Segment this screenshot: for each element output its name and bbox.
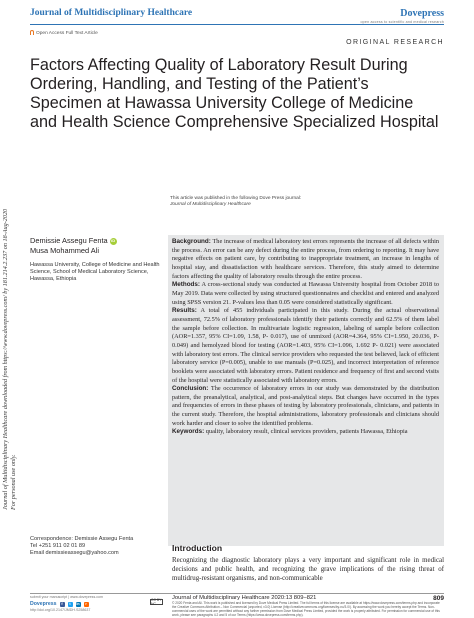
introduction-heading: Introduction	[172, 543, 223, 553]
submit-manuscript-link[interactable]: submit your manuscript | www.dovepress.com	[30, 595, 104, 599]
abstract-conclusion	[172, 385, 439, 428]
facebook-icon[interactable]: f	[61, 602, 63, 606]
twitter-icon[interactable]: t	[69, 602, 71, 606]
footer-left	[30, 595, 150, 612]
abstract-keywords	[172, 428, 439, 437]
correspondence-name: Correspondence: Demissie Assegu Fenta	[30, 536, 134, 542]
author-2	[30, 246, 164, 256]
footer-brand-row	[30, 601, 150, 607]
page-number: 809	[433, 595, 444, 602]
keywords-text: quality, laboratory result, clinical services providers, patients Hawassa, Ethiopia	[204, 428, 408, 436]
sidebar-line-2: For personal use only.	[10, 454, 17, 510]
author-block	[30, 236, 164, 284]
publisher-tagline: open access to scientific and medical research	[360, 20, 444, 24]
author-1	[30, 236, 164, 246]
results-text: A total of 455 individuals participated in this study. During the actual observational assessment, 72.5% of laboratory professionals identify their patients correctly and 62.5% of them label the sample before collection. In multivariate logistic regression, labeling of sample before collection (AOR=1.357, 95% CI=1.09, 1.58, P- 0.017), use of unmixed (AOR=4.364, 95% CI=1.950, 20.036, P- 0.049) and hemolyzed blood for testing (AOR=1.403, 95% CI=1.096, 1.692 P- 0.021) were associated with laboratory test errors. The clinical service providers who requested the test believed, lack of efficient laboratory service (P=0.005), unable to use manuals (P=0.025), and incorrect interpretation of reference booklets were associated with laboratory errors. Patient residence and frequency of first and second visits of the hospital were statistically associated with laboratory errors.	[172, 307, 439, 384]
abstract-background	[172, 238, 439, 281]
abstract-results	[172, 307, 439, 385]
creative-commons-icon[interactable]: CC BY NC	[151, 598, 162, 606]
rss-icon[interactable]: r	[85, 602, 87, 606]
open-access-label	[30, 31, 98, 36]
footer-citation: Journal of Multidisciplinary Healthcare 2020:13 809–821	[172, 595, 317, 601]
background-label: Background:	[172, 238, 211, 245]
keywords-label: Keywords:	[172, 428, 205, 436]
abstract-box	[168, 235, 444, 546]
publisher-logo: Dovepress	[400, 8, 444, 19]
download-sidebar-notice	[2, 70, 24, 510]
footer-publisher-logo[interactable]: Dovepress	[30, 601, 57, 607]
author-affiliation: Hawassa University, College of Medicine and Health Science, School of Medical Laboratory Science, Hawassa, Ethiopia	[30, 262, 160, 283]
correspondence-email[interactable]: Email demissieassegu@yahoo.com	[30, 550, 119, 557]
abstract-methods	[172, 281, 439, 307]
orcid-icon[interactable]: iD	[111, 238, 116, 243]
article-title: Factors Affecting Quality of Laboratory Result During Ordering, Handling, and Testing of the Patient’s Specimen at Hawassa University College of Medicine and Health Science Comprehensive Specialized Hospital	[30, 56, 439, 131]
introduction-body: Recognizing the diagnostic laboratory plays a very important and significant role in medical decisions and public health, and recognizing the grave implications of the rising threat of multidrug-resistant organisms, and non-communicable	[172, 557, 444, 583]
sidebar-line-1: Journal of Multidisciplinary Healthcare downloaded from https://www.dovepress.com/ by 181.214.2.237 on 18-Aug-2020	[2, 208, 9, 510]
license-text: © 2020 Fenta and Ali. This work is published and licensed by Dove Medical Press Limited. The full terms of this license are available at https://www.dovepress.com/terms.php and incorporate the Creative Commons Attribution – Non Commercial (unported, v3.0) License (http://creativecommons.org/licenses/by-nc/3.0/). By accessing the work you hereby accept the Terms. Non-commercial uses of the work are permitted without any further permission from Dove Medical Press Limited, provided the work is properly attributed. For permission for commercial use of this work, please see paragraphs 4.2 and 5 of our Terms (https://www.dovepress.com/terms.php).	[172, 601, 440, 617]
conclusion-label: Conclusion:	[172, 385, 209, 393]
doi-link[interactable]: http://doi.org/10.2147/JMDH.S258637	[30, 608, 91, 612]
linkedin-icon[interactable]: in	[76, 602, 80, 606]
publication-note	[170, 196, 301, 208]
footer-rule	[30, 593, 444, 594]
methods-text: A cross-sectional study was conducted at Hawassa University hospital from October 2018 to May 2019. Data were collected by using structured questionnaires and checklist and entered and analyzed using SPSS version 21. P-values less than 0.05 were considered statistically significant.	[172, 281, 439, 306]
background-text: The increase of medical laboratory test errors represents the increase of all defects within the process. An error can be any defect during the entire process, from ordering to reporting. It may have negative effects on patient care, by contributing to inappropriate treatment, an increase in lengths of hospital stay, and dissatisfaction with healthcare services. Therefore, this study aimed to determine factors affecting the quality of laboratory results through the entire process.	[172, 238, 439, 280]
publisher-brand[interactable]	[360, 8, 444, 24]
correspondence-block	[30, 536, 164, 558]
page-header	[30, 8, 444, 48]
open-access-text: Open Access Full Text Article	[36, 31, 98, 36]
methods-label: Methods:	[172, 281, 200, 289]
author-2-name: Musa Mohammed Ali	[30, 246, 100, 255]
journal-name[interactable]: Journal of Multidisciplinary Healthcare	[30, 8, 193, 18]
correspondence-phone: Tel +251 911 02 01 89	[30, 543, 86, 550]
publication-note-journal[interactable]: Journal of Multidisciplinary Healthcare	[170, 202, 251, 207]
header-rule	[30, 24, 444, 25]
conclusion-text: The occurrence of laboratory errors in our study was demonstrated by the distribution pattern, the preanalytical, analytical, and post-analytical steps. But changes have occurred in the types and frequencies of errors in these phases of testing by laboratory professionals, clinicians, and patients in the current study. Therefore, the hospital administrations, laboratory professionals and clinicians should work harder and closer to solve the identified problems.	[172, 385, 439, 427]
results-label: Results:	[172, 307, 197, 315]
publication-note-line-1: This article was published in the following Dove Press journal:	[170, 196, 302, 201]
author-1-name: Demissie Assegu Fenta	[30, 236, 108, 245]
open-access-lock-icon	[30, 30, 34, 35]
article-type: ORIGINAL RESEARCH	[346, 39, 444, 46]
